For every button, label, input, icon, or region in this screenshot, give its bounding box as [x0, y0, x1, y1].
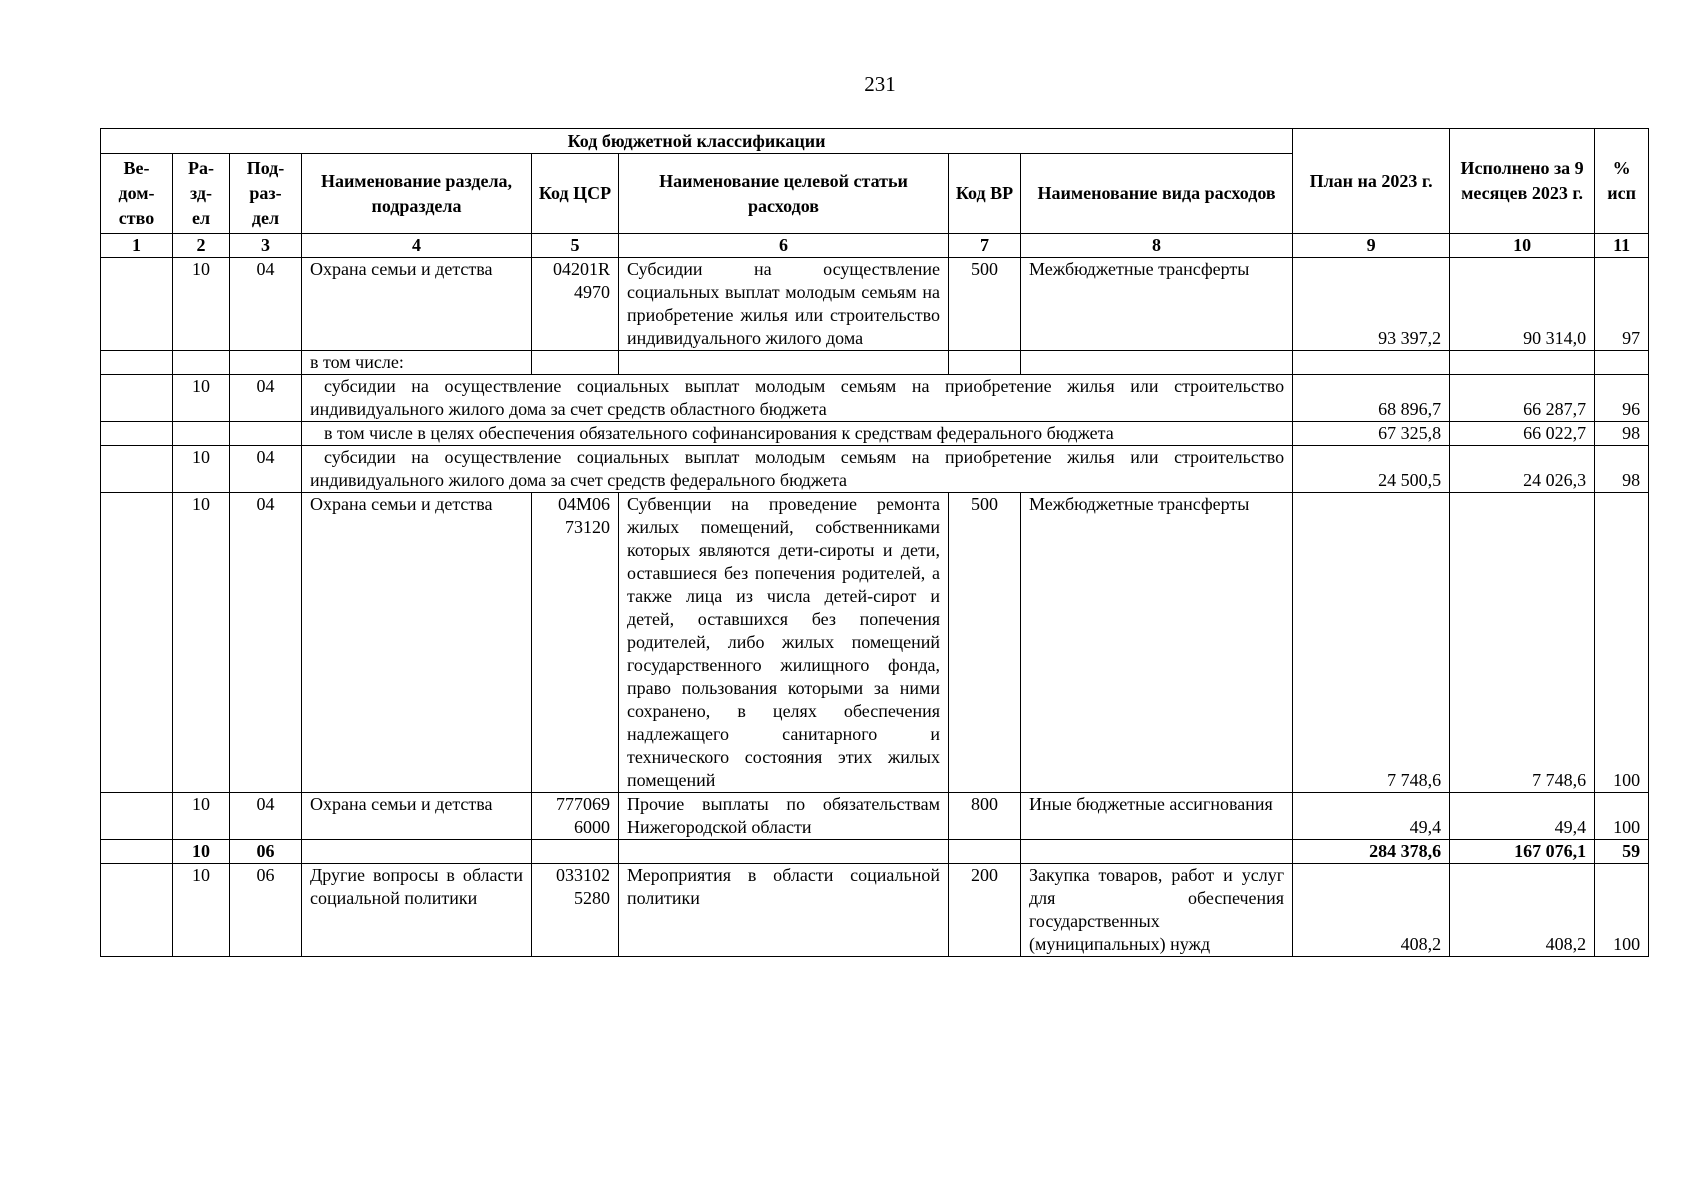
- cell-razdel: 10: [173, 375, 230, 422]
- cell-percent: 98: [1595, 446, 1649, 493]
- cell-kod-csr: [532, 840, 619, 864]
- cell-vedomstvo: [101, 493, 173, 793]
- cell-name-vid: Закупка товаров, работ и услуг для обеспечения государственных (муниципальных) нужд: [1021, 864, 1293, 957]
- table-row: [101, 258, 1649, 351]
- cell-plan: [1293, 351, 1450, 375]
- header-kod-csr: Код ЦСР: [532, 154, 619, 234]
- cell-kod-vr: 500: [949, 493, 1021, 793]
- cell-percent: 100: [1595, 793, 1649, 840]
- cell-name-cel: Субсидии на осуществление социальных выплат молодым семьям на приобретение жилья или строительство индивидуального жилого дома: [619, 258, 949, 351]
- cell-ispolneno: 66 287,7: [1450, 375, 1595, 422]
- cell-plan: 49,4: [1293, 793, 1450, 840]
- cell-razdel: 10: [173, 446, 230, 493]
- cell-kod-csr: 033102 5280: [532, 864, 619, 957]
- header-razdel: Ра- зд- ел: [173, 154, 230, 234]
- cell-ispolneno: [1450, 351, 1595, 375]
- header-name-razdel: Наименование раздела, подраздела: [302, 154, 532, 234]
- cell-name-vid: Межбюджетные трансферты: [1021, 493, 1293, 793]
- cell-vedomstvo: [101, 840, 173, 864]
- cell-kod-vr: 500: [949, 258, 1021, 351]
- cell-kod-vr: [949, 840, 1021, 864]
- cell-name-razdel: Охрана семьи и детства: [302, 493, 532, 793]
- col-number: 8: [1021, 234, 1293, 258]
- cell-podrazdel: 04: [230, 446, 302, 493]
- cell-razdel: [173, 422, 230, 446]
- cell-vedomstvo: [101, 864, 173, 957]
- col-number: 4: [302, 234, 532, 258]
- header-name-cel: Наименование целевой статьи расходов: [619, 154, 949, 234]
- cell-podrazdel: [230, 422, 302, 446]
- cell-name-cel: [619, 351, 949, 375]
- header-percent: % исп: [1595, 129, 1649, 234]
- col-number: 7: [949, 234, 1021, 258]
- cell-ispolneno: 49,4: [1450, 793, 1595, 840]
- header-podrazdel: Под- раз- дел: [230, 154, 302, 234]
- cell-vedomstvo: [101, 375, 173, 422]
- budget-table: [100, 128, 1649, 957]
- cell-plan: 93 397,2: [1293, 258, 1450, 351]
- cell-podrazdel: 06: [230, 840, 302, 864]
- cell-name-cel: Прочие выплаты по обязательствам Нижегородской области: [619, 793, 949, 840]
- cell-name-vid: Межбюджетные трансферты: [1021, 258, 1293, 351]
- header-budget-classification: Код бюджетной классификации: [101, 129, 1293, 154]
- table-row: [101, 375, 1649, 422]
- table-row: [101, 493, 1649, 793]
- table-row: [101, 422, 1649, 446]
- cell-vedomstvo: [101, 258, 173, 351]
- cell-name-cel: Субвенции на проведение ремонта жилых помещений, собственниками которых являются дети-сироты и дети, оставшиеся без попечения родителей, а также лица из числа детей-сирот и детей, оставшихся без попечения родителей, либо жилых помещений государственного жилищного фонда, право пользования которыми за ними сохранено, в целях обеспечения надлежащего санитарного и технического состояния этих жилых помещений: [619, 493, 949, 793]
- cell-description: субсидии на осуществление социальных выплат молодым семьям на приобретение жилья или строительство индивидуального жилого дома за счет средств областного бюджета: [302, 375, 1293, 422]
- column-number-row: [101, 234, 1649, 258]
- cell-vedomstvo: [101, 793, 173, 840]
- cell-ispolneno: 90 314,0: [1450, 258, 1595, 351]
- cell-podrazdel: 04: [230, 793, 302, 840]
- col-number: 3: [230, 234, 302, 258]
- cell-razdel: 10: [173, 864, 230, 957]
- page-number: 231: [864, 72, 896, 96]
- cell-kod-csr: 777069 6000: [532, 793, 619, 840]
- cell-ispolneno: 167 076,1: [1450, 840, 1595, 864]
- cell-percent: 59: [1595, 840, 1649, 864]
- cell-plan: 67 325,8: [1293, 422, 1450, 446]
- col-number: 10: [1450, 234, 1595, 258]
- header-vedomstvo: Ве- дом- ство: [101, 154, 173, 234]
- table-row: [101, 793, 1649, 840]
- cell-percent: 96: [1595, 375, 1649, 422]
- cell-name-razdel: Охрана семьи и детства: [302, 258, 532, 351]
- header-plan: План на 2023 г.: [1293, 129, 1450, 234]
- cell-name-vid: Иные бюджетные ассигнования: [1021, 793, 1293, 840]
- cell-percent: 100: [1595, 493, 1649, 793]
- cell-kod-csr: 04201R 4970: [532, 258, 619, 351]
- cell-kod-vr: [949, 351, 1021, 375]
- cell-razdel: 10: [173, 793, 230, 840]
- cell-razdel: 10: [173, 840, 230, 864]
- col-number: 11: [1595, 234, 1649, 258]
- cell-plan: 24 500,5: [1293, 446, 1450, 493]
- table-row: [101, 351, 1649, 375]
- cell-description: субсидии на осуществление социальных выплат молодым семьям на приобретение жилья или строительство индивидуального жилого дома за счет средств федерального бюджета: [302, 446, 1293, 493]
- cell-podrazdel: 06: [230, 864, 302, 957]
- header-ispolneno: Исполнено за 9 месяцев 2023 г.: [1450, 129, 1595, 234]
- cell-percent: [1595, 351, 1649, 375]
- cell-percent: 97: [1595, 258, 1649, 351]
- cell-ispolneno: 24 026,3: [1450, 446, 1595, 493]
- cell-plan: 408,2: [1293, 864, 1450, 957]
- cell-name-razdel: Охрана семьи и детства: [302, 793, 532, 840]
- cell-kod-vr: 200: [949, 864, 1021, 957]
- subtotal-row: [101, 840, 1649, 864]
- cell-razdel: 10: [173, 258, 230, 351]
- col-number: 2: [173, 234, 230, 258]
- cell-podrazdel: [230, 351, 302, 375]
- cell-razdel: [173, 351, 230, 375]
- cell-ispolneno: 66 022,7: [1450, 422, 1595, 446]
- cell-name-vid: [1021, 840, 1293, 864]
- table-row: [101, 864, 1649, 957]
- cell-kod-csr: 04М06 73120: [532, 493, 619, 793]
- cell-kod-vr: 800: [949, 793, 1021, 840]
- cell-percent: 100: [1595, 864, 1649, 957]
- table-row: [101, 446, 1649, 493]
- header-row-group: [101, 129, 1649, 154]
- col-number: 9: [1293, 234, 1450, 258]
- cell-percent: 98: [1595, 422, 1649, 446]
- cell-description: в том числе в целях обеспечения обязательного софинансирования к средствам федерального бюджета: [302, 422, 1293, 446]
- cell-plan: 7 748,6: [1293, 493, 1450, 793]
- cell-podrazdel: 04: [230, 493, 302, 793]
- cell-vedomstvo: [101, 351, 173, 375]
- col-number: 5: [532, 234, 619, 258]
- cell-podrazdel: 04: [230, 375, 302, 422]
- header-kod-vr: Код ВР: [949, 154, 1021, 234]
- cell-razdel: 10: [173, 493, 230, 793]
- cell-ispolneno: 408,2: [1450, 864, 1595, 957]
- cell-vedomstvo: [101, 422, 173, 446]
- cell-kod-csr: [532, 351, 619, 375]
- cell-vedomstvo: [101, 446, 173, 493]
- col-number: 6: [619, 234, 949, 258]
- cell-name-cel: [619, 840, 949, 864]
- header-name-vid: Наименование вида расходов: [1021, 154, 1293, 234]
- col-number: 1: [101, 234, 173, 258]
- cell-plan: 68 896,7: [1293, 375, 1450, 422]
- cell-podrazdel: 04: [230, 258, 302, 351]
- cell-name-razdel: [302, 840, 532, 864]
- cell-name-cel: Мероприятия в области социальной политики: [619, 864, 949, 957]
- cell-name-razdel: в том числе:: [302, 351, 532, 375]
- cell-name-vid: [1021, 351, 1293, 375]
- cell-name-razdel: Другие вопросы в области социальной политики: [302, 864, 532, 957]
- cell-ispolneno: 7 748,6: [1450, 493, 1595, 793]
- cell-plan: 284 378,6: [1293, 840, 1450, 864]
